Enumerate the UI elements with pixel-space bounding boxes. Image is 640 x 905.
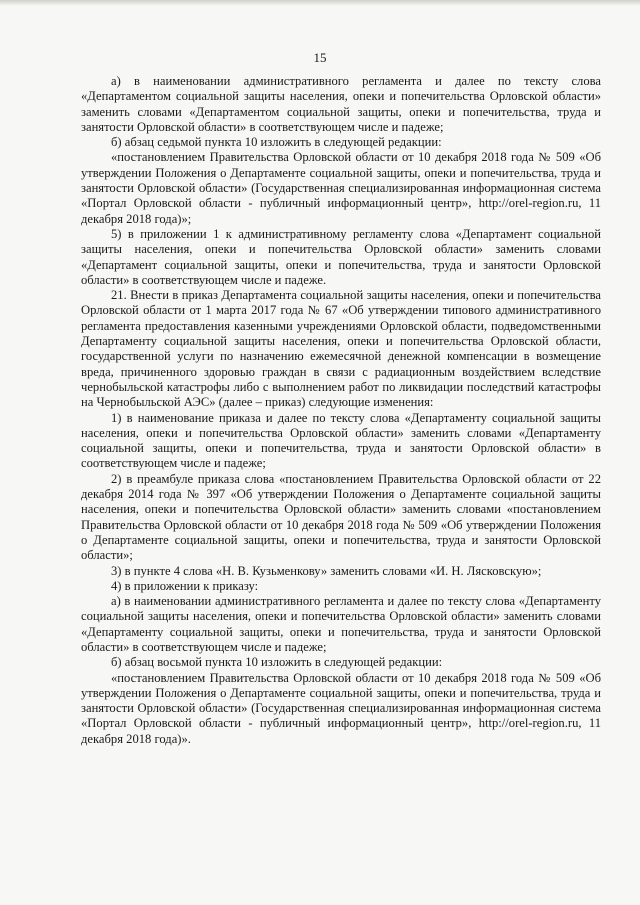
paragraph-sub-2: 2) в преамбуле приказа слова «постановлением Правительства Орловской области от 22 декабря 2014 года № 397 «Об утверждении Положения о Департаменте социальной защиты населения, опеки и попечительства Орловской области» заменить словами «постановлением Правительства Орловской области от 10 декабря 2018 года № 509 «Об утверждении Положения о Департаменте социальной защиты, опеки и попечительства, труда и занятости Орловской области»;: [81, 471, 601, 563]
paragraph-sub-4: 4) в приложении к приказу:: [111, 578, 259, 593]
paragraph-quote-1: «постановлением Правительства Орловской области от 10 декабря 2018 года № 509 «Об утверждении Положения о Департаменте социальной защиты, опеки и попечительства, труда и занятости Орловской области» (Государственная специализированная информационная система «Портал Орловской области - публичный информационный центр», http://orel-region.ru, 11 декабря 2018 года)»;: [81, 150, 601, 226]
paragraph-sub-1: 1) в наименование приказа и далее по тексту слова «Департаменту социальной защиты населения, опеки и попечительства Орловской области» заменить словами «Департаменту социальной защиты, опеки и попечительства, труда и занятости Орловской области» в соответствующем числе и падеже;: [81, 410, 601, 471]
paragraph-quote-2: «постановлением Правительства Орловской области от 10 декабря 2018 года № 509 «Об утверждении Положения о Департаменте социальной защиты, опеки и попечительства, труда и занятости Орловской области» (Государственная специализированная информационная система «Портал Орловской области - публичный информационный центр», http://orel-region.ru, 11 декабря 2018 года)».: [81, 670, 601, 746]
paragraph-sub-3: 3) в пункте 4 слова «Н. В. Кузьменкову» заменить словами «И. Н. Лясковскую»;: [111, 563, 542, 578]
paragraph-item-21: 21. Внести в приказ Департамента социальной защиты населения, опеки и попечительства Орловской области от 1 марта 2017 года № 67 «Об утверждении типового административного регламента предоставления казенными учреждениями Орловской области, подведомственными Департаменту социальной защиты населения, опеки и попечительства Орловской области, государственной услуги по назначению ежемесячной денежной компенсации в возмещение вреда, причиненного здоровью граждан в связи с радиационным воздействием вследствие чернобыльской катастрофы либо с выполнением работ по ликвидации последствий катастрофы на Чернобыльской АЭС» (далее – приказ) следующие изменения:: [81, 288, 601, 410]
paragraph-item-a-2: а) в наименовании административного регламента и далее по тексту слова «Департаменту социальной защиты населения, опеки и попечительства Орловской области» заменить словами «Департаменту социальной защиты, опеки и попечительства, труда и занятости Орловской области» в соответствующем числе и падеже;: [81, 594, 601, 654]
document-body: [81, 74, 601, 747]
scan-top-edge: [0, 0, 640, 6]
paragraph-item-a-1: а) в наименовании административного регламента и далее по тексту слова «Департаментом социальной защиты населения, опеки и попечительства Орловской области» заменить словами «Департаментом социальной защиты, опеки и попечительства, труда и занятости Орловской области» в соответствующем числе и падеже;: [81, 74, 601, 134]
paragraph-item-b-1: б) абзац седьмой пункта 10 изложить в следующей редакции:: [111, 135, 442, 150]
paragraph-item-5: 5) в приложении 1 к административному регламенту слова «Департамент социальной защиты населения, опеки и попечительства Орловской области» заменить словами «Департамент социальной защиты, опеки и попечительства, труда и занятости Орловской области» в соответствующем числе и падеже.: [81, 226, 601, 287]
paragraph-item-b-2: б) абзац восьмой пункта 10 изложить в следующей редакции:: [111, 655, 443, 670]
page-number: 15: [313, 50, 327, 65]
